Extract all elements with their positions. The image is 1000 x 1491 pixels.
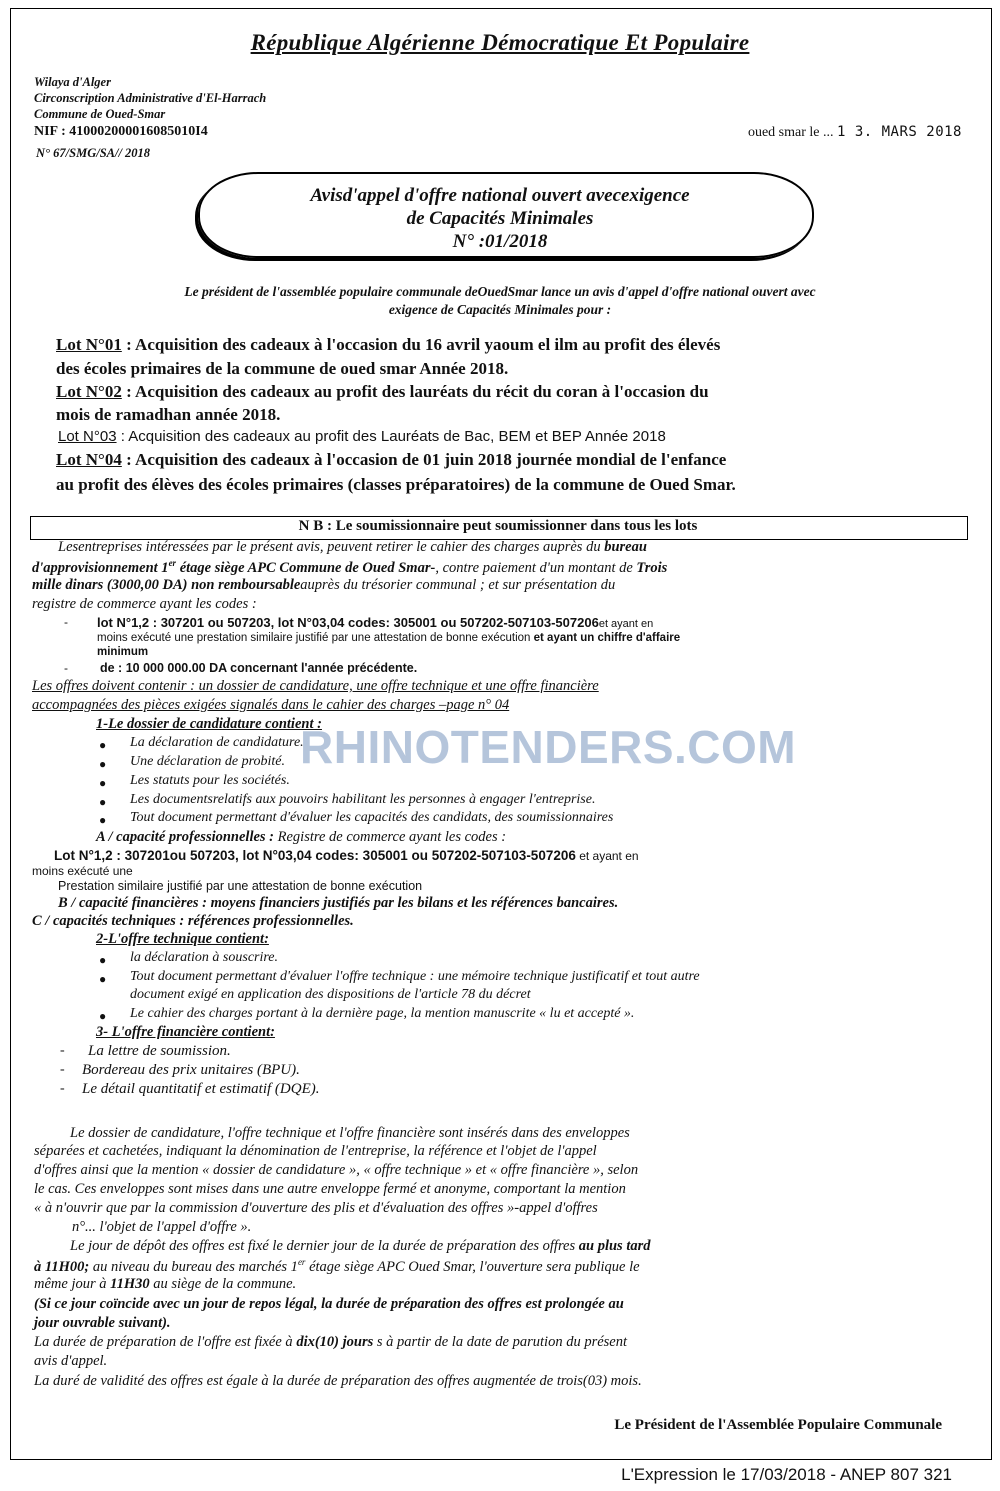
moins-line: moins exécuté une: [32, 864, 133, 878]
codes-repeat-bold: Lot N°1,2 : 307201ou 507203, lot N°03,04 codes: 305001 ou 507202-507103-507206: [54, 848, 576, 863]
bullet-icon: ●: [99, 953, 107, 967]
retrait-line2: [32, 558, 667, 577]
dash-marker-4: -: [60, 1062, 65, 1077]
closing-p1-l5: « à n'ouvrir que par la commission d'ouverture des plis et d'évaluation des offres »-appel d'offres: [34, 1200, 598, 1216]
wilaya-line: Wilaya d'Alger: [34, 75, 111, 89]
closing-p2-l2: [34, 1257, 640, 1276]
technique-item-1: la déclaration à souscrire.: [130, 950, 279, 965]
retrait-line3-text: auprès du trésorier communal ; et sur présentation du: [300, 577, 616, 593]
publication-reference: L'Expression le 17/03/2018 - ANEP 807 321: [621, 1465, 952, 1484]
lot4-text: : Acquisition des cadeaux à l'occasion de 01 juin 2018 journée mondial de l'enfance: [121, 450, 727, 469]
bullet-icon: ●: [99, 795, 107, 809]
retrait-line2-bold-b: étage siège APC Commune de Oued Smar-: [176, 559, 436, 576]
closing-p4-l1-text-a: La durée de préparation de l'offre est fixée à: [34, 1334, 297, 1350]
capacite-technique: C / capacités techniques : références professionnelles.: [32, 913, 354, 929]
codes-line2: [97, 632, 680, 644]
lot2-line2: mois de ramadhan année 2018.: [56, 405, 281, 424]
retrait-line2-bold-c: Trois: [636, 559, 668, 576]
closing-p1-l1: Le dossier de candidature, l'offre technique et l'offre financière sont insérés dans des enveloppes: [70, 1125, 630, 1141]
closing-p2-l2-bold: à 11H00;: [34, 1258, 90, 1275]
closing-p3-l2: jour ouvrable suivant).: [34, 1315, 171, 1331]
reference-number: N° 67/SMG/SA// 2018: [36, 146, 151, 160]
closing-p5: La duré de validité des offres est égale à la durée de préparation des offres augmentée de trois(03) mois.: [34, 1373, 642, 1389]
codes-line1: [97, 615, 653, 630]
retrait-line2-bold-a: d'approvisionnement 1: [32, 559, 169, 576]
nif-line: NIF : 410002000016085010I4: [34, 124, 208, 139]
closing-p2-l3-bold: 11H30: [110, 1276, 150, 1292]
closing-p2-l2-sup: er: [297, 1257, 306, 1267]
lot3-label: Lot N°03: [58, 428, 117, 445]
republic-title: République Algérienne Démocratique Et Populaire: [250, 30, 750, 55]
technique-item-3: Le cahier des charges portant à la dernière page, la mention manuscrite « lu et accepté ».: [130, 1006, 635, 1021]
notice-title-line1: Avisd'appel d'offre national ouvert avecexigence: [310, 185, 690, 206]
dossier-item-5: Tout document permettant d'évaluer les capacités des candidats, des soumissionnaires: [130, 810, 614, 825]
date-prefix: oued smar le ...: [747, 125, 834, 140]
lot3-line: [58, 428, 666, 445]
lot1-line2: des écoles primaires de la commune de oued smar Année 2018.: [56, 359, 509, 378]
lot3-text: : Acquisition des cadeaux au profit des Lauréats de Bac, BEM et BEP Année 2018: [116, 428, 666, 445]
financiere-heading: 3- L'offre financière contient:: [96, 1024, 275, 1040]
bullet-icon: ●: [99, 1009, 107, 1023]
codes-repeat: [54, 848, 639, 863]
notice-title-line2: de Capacités Minimales: [406, 208, 594, 229]
offres-line2: accompagnées des pièces exigées signalés dans le cahier des charges –page n° 04: [32, 697, 510, 713]
commune-line: Commune de Oued-Smar: [34, 107, 166, 121]
financiere-item-1: La lettre de soumission.: [88, 1043, 231, 1059]
date-line: [748, 124, 962, 141]
lot1-line1: [56, 335, 720, 355]
closing-p1-l2: séparées et cachetées, indiquant la dénomination de l'entreprise, la référence et l'objet de l'appel: [34, 1143, 597, 1159]
retrait-line2-sup: er: [168, 558, 177, 568]
dossier-item-4: Les documentsrelatifs aux pouvoirs habilitant les personnes à engager l'entreprise.: [130, 792, 596, 807]
circonscription-line: Circonscription Administrative d'El-Harrach: [34, 91, 267, 105]
retrait-line1-bold: bureau: [604, 539, 647, 555]
codes-line2-bold: et ayant un chiffre d'affaire: [533, 632, 681, 644]
capacite-pro: [96, 829, 506, 846]
closing-p2-l1-bold: au plus tard: [578, 1238, 651, 1254]
retrait-line1-text: Lesentreprises intéressées par le présent avis, peuvent retirer le cahier des charges auprès du: [58, 539, 605, 555]
date-stamp: 1 3. MARS 2018: [836, 124, 962, 140]
closing-p2-l3-text-a: même jour à: [34, 1276, 111, 1292]
lot1-label: Lot N°01: [56, 335, 122, 354]
closing-p2-l1-text: Le jour de dépôt des offres est fixé le dernier jour de la durée de préparation des offres: [70, 1238, 579, 1254]
closing-p3-l1: (Si ce jour coïncide avec un jour de repos légal, la durée de préparation des offres est prolongée au: [34, 1296, 624, 1312]
dash-marker-3: -: [60, 1043, 65, 1058]
retrait-line3: [32, 577, 615, 594]
dash-marker-1: -: [64, 615, 68, 629]
closing-p2-l3: [34, 1276, 296, 1293]
dash-marker-2: -: [64, 661, 68, 675]
closing-p4-l1-bold: dix(10) jours: [296, 1334, 374, 1350]
closing-p1-l6: n°... l'objet de l'appel d'offre ».: [72, 1219, 252, 1235]
financiere-item-3: Le détail quantitatif et estimatif (DQE).: [82, 1081, 320, 1097]
capacite-pro-label: A / capacité professionnelles :: [96, 829, 278, 845]
capacite-pro-text: Registre de commerce ayant les codes :: [277, 829, 507, 845]
dossier-item-2: Une déclaration de probité.: [130, 754, 286, 769]
closing-p2-l3-text-b: au siège de la commune.: [149, 1276, 297, 1292]
closing-p4-l1: [34, 1334, 627, 1351]
signature-line: Le Président de l'Assemblée Populaire Communale: [614, 1417, 942, 1433]
retrait-line4: registre de commerce ayant les codes :: [32, 596, 257, 612]
prestation-line: Prestation similaire justifié par une attestation de bonne exécution: [58, 879, 423, 893]
offres-line1: Les offres doivent contenir : un dossier de candidature, une offre technique et une offre financière: [32, 678, 599, 694]
intro-line2: exigence de Capacités Minimales pour :: [388, 302, 612, 317]
dossier-item-1: La déclaration de candidature.: [130, 735, 304, 750]
bullet-icon: ●: [99, 738, 107, 752]
closing-p1-l4: le cas. Ces enveloppes sont mises dans une autre enveloppe fermé et anonyme, comportant la mention: [34, 1181, 626, 1197]
closing-p4-l1-text-b: s à partir de la date de parution du présent: [373, 1334, 628, 1350]
nb-text: N B : Le soumissionnaire peut soumissionner dans tous les lots: [298, 518, 698, 534]
bullet-icon: ●: [99, 776, 107, 790]
lot4-line2: au profit des élèves des écoles primaires (classes préparatoires) de la commune de Oued Smar.: [56, 475, 736, 494]
watermark: RHINOTENDERS.COM: [300, 721, 797, 773]
retrait-line2-text: , contre paiement d'un montant de: [435, 559, 637, 576]
closing-p1-l3: d'offres ainsi que la mention « dossier de candidature », « offre technique » et « offre financière », selon: [34, 1162, 639, 1178]
bullet-icon: ●: [99, 757, 107, 771]
codes-line1-text: et ayant en: [598, 618, 654, 630]
dossier-heading: 1-Le dossier de candidature contient :: [96, 716, 322, 732]
closing-p4-l2: avis d'appel.: [34, 1353, 108, 1369]
bullet-icon: ●: [99, 813, 107, 827]
technique-heading: 2-L'offre technique contient:: [96, 931, 269, 947]
closing-p2-l2-text-a: au niveau du bureau des marchés 1: [89, 1258, 298, 1275]
codes-line3: minimum: [97, 646, 149, 658]
retrait-line3-bold: mille dinars (3000,00 DA) non remboursable: [32, 577, 301, 593]
capacite-financiere: B / capacité financières : moyens financiers justifiés par les bilans et les références bancaires.: [58, 895, 619, 911]
lot4-line1: [56, 450, 726, 470]
closing-p2-l1: [70, 1238, 651, 1255]
notice-number: N° :01/2018: [452, 231, 548, 252]
closing-p2-l2-text-b: étage siège APC Oued Smar, l'ouverture sera publique le: [305, 1258, 640, 1275]
lot2-line1: [56, 382, 709, 402]
lot4-label: Lot N°04: [56, 450, 122, 469]
lot2-text: : Acquisition des cadeaux au profit des lauréats du récit du coran à l'occasion du: [121, 382, 709, 401]
codes-line1-bold: lot N°1,2 : 307201 ou 507203, lot N°03,04 codes: 305001 ou 507202-507103-507206: [97, 615, 599, 630]
lot2-label: Lot N°02: [56, 382, 122, 401]
dossier-item-3: Les statuts pour les sociétés.: [130, 773, 290, 788]
retrait-line1: [58, 539, 647, 556]
codes-repeat-text: et ayant en: [575, 849, 639, 863]
technique-item-2b: document exigé en application des dispositions de l'article 78 du décret: [130, 987, 531, 1002]
intro-line1: Le président de l'assemblée populaire communale deOuedSmar lance un avis d'appel d'offre national ouvert avec: [184, 284, 816, 299]
technique-item-2a: Tout document permettant d'évaluer l'offre technique : une mémoire technique justificatif et tout autre: [130, 969, 700, 984]
codes-line4: de : 10 000 000.00 DA concernant l'année précédente.: [100, 661, 418, 675]
financiere-item-2: Bordereau des prix unitaires (BPU).: [82, 1062, 300, 1078]
codes-line2-text: moins exécuté une prestation similaire justifié par une attestation de bonne exécution: [97, 632, 534, 644]
lot1-text: : Acquisition des cadeaux à l'occasion du 16 avril yaoum el ilm au profit des élevés: [121, 335, 721, 354]
bullet-icon: ●: [99, 972, 107, 986]
dash-marker-5: -: [60, 1081, 65, 1096]
